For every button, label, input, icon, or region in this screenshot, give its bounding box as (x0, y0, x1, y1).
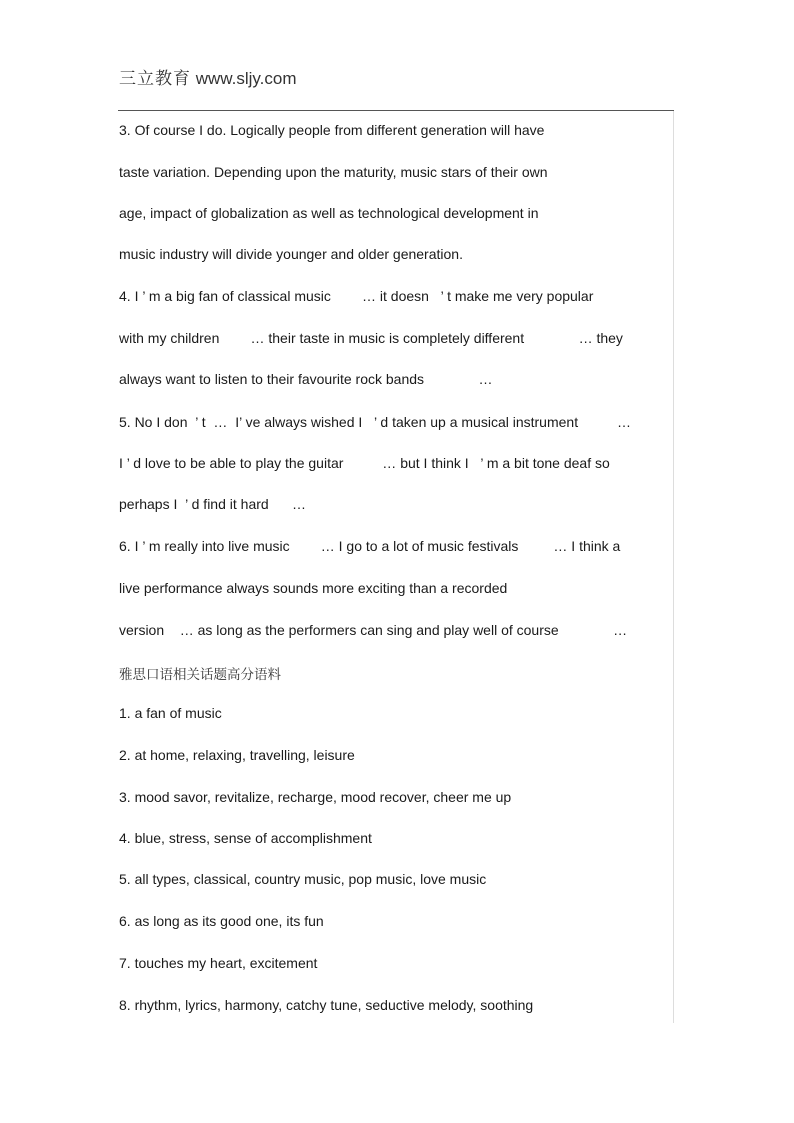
list-item: 3. mood savor, revitalize, recharge, mood recover, cheer me up (119, 789, 512, 805)
text-line: 6. I ’ m really into live music … I go to a lot of music festivals … I think a (119, 538, 621, 554)
text-line: age, impact of globalization as well as technological development in (119, 205, 539, 221)
text-line: 4. I ’ m a big fan of classical music … it doesn ’ t make me very popular (119, 288, 594, 304)
section-heading: 雅思口语相关话题高分语料 (119, 667, 281, 683)
text-line: taste variation. Depending upon the maturity, music stars of their own (119, 164, 548, 180)
text-line: 5. No I don ’ t … I’ ve always wished I ’ d taken up a musical instrument … (119, 414, 631, 430)
text-line: live performance always sounds more exciting than a recorded (119, 580, 508, 596)
header-chinese-name: 三立教育 (119, 69, 191, 89)
text-line: always want to listen to their favourite rock bands … (119, 371, 493, 387)
page-header (119, 64, 296, 89)
text-line: 3. Of course I do. Logically people from different generation will have (119, 122, 545, 138)
header-divider (118, 110, 674, 111)
list-item: 7. touches my heart, excitement (119, 955, 318, 971)
list-item: 8. rhythm, lyrics, harmony, catchy tune, seductive melody, soothing (119, 997, 534, 1013)
list-item: 2. at home, relaxing, travelling, leisure (119, 747, 355, 763)
list-item: 6. as long as its good one, its fun (119, 913, 324, 929)
list-item: 4. blue, stress, sense of accomplishment (119, 830, 372, 846)
list-item: 5. all types, classical, country music, pop music, love music (119, 871, 487, 887)
text-line: music industry will divide younger and older generation. (119, 246, 463, 262)
header-url: www.sljy.com (195, 69, 297, 88)
text-line: perhaps I ’ d find it hard … (119, 496, 307, 512)
text-line: I ’ d love to be able to play the guitar … but I think I ’ m a bit tone deaf so (119, 455, 610, 471)
list-item: 1. a fan of music (119, 705, 222, 721)
right-border-line (673, 111, 674, 1023)
text-line: with my children … their taste in music is completely different … they (119, 330, 623, 346)
text-line: version … as long as the performers can sing and play well of course … (119, 622, 628, 638)
